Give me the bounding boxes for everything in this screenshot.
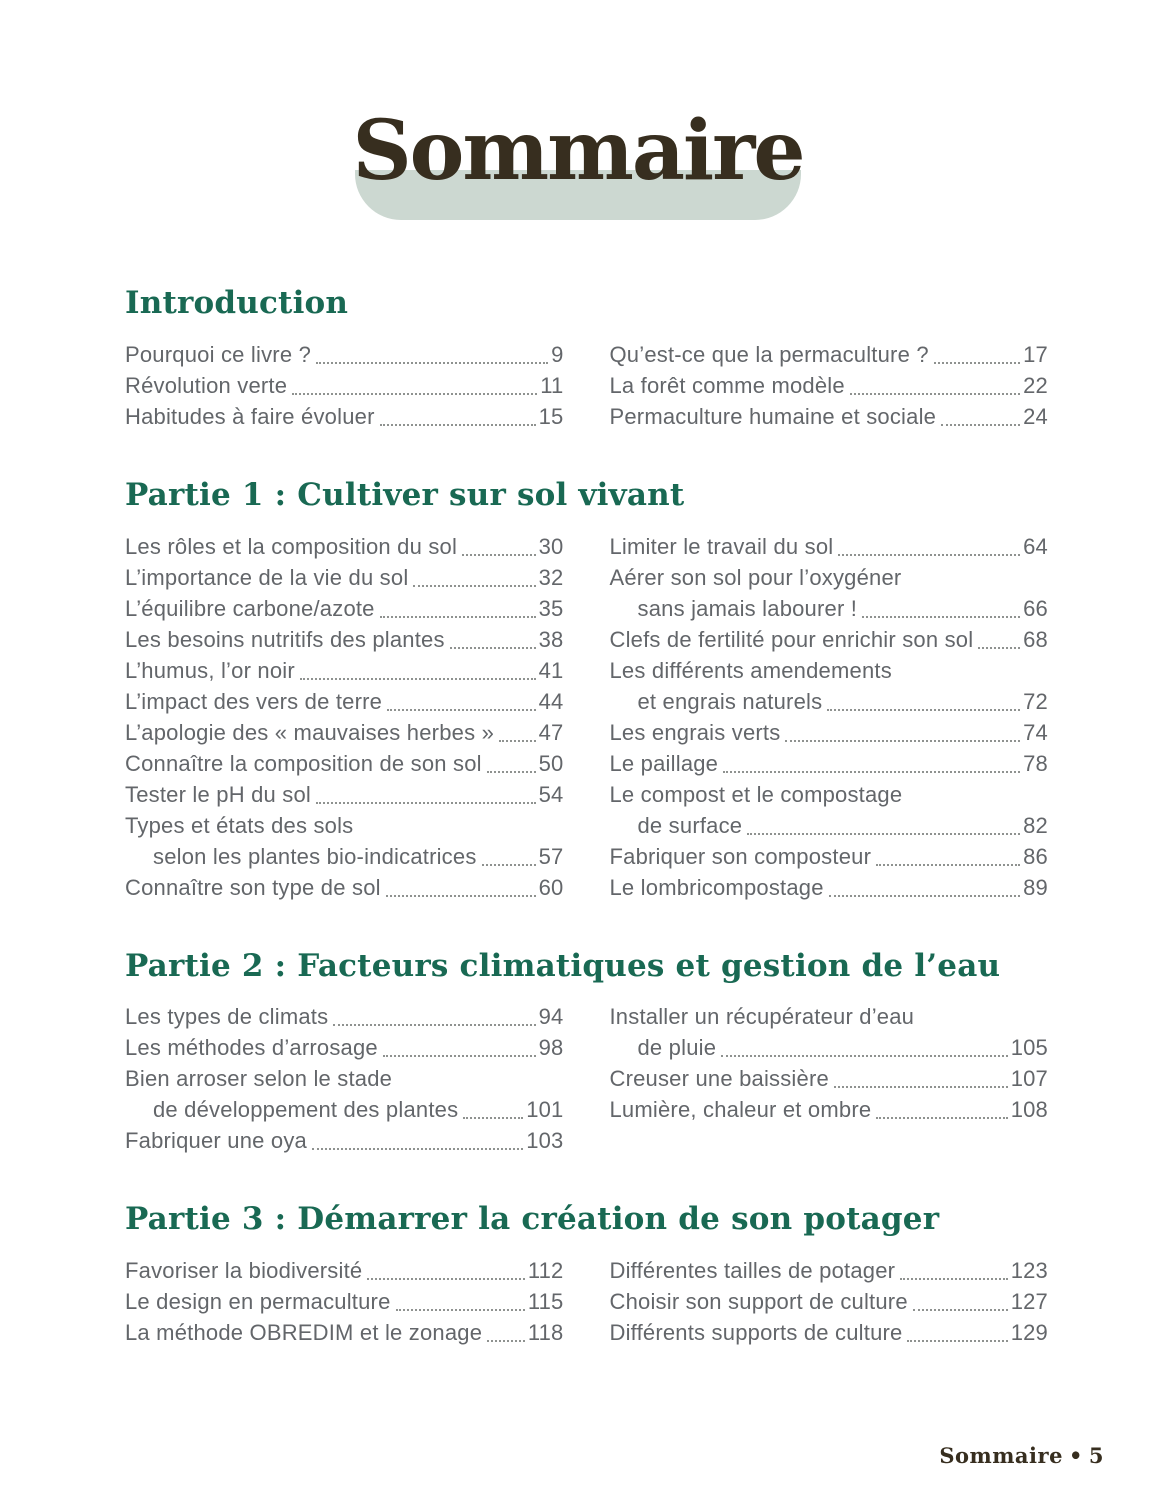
entry-label: Habitudes à faire évoluer xyxy=(125,403,375,429)
toc-entry xyxy=(125,655,564,686)
toc-entry xyxy=(610,1063,1049,1094)
toc-column-left xyxy=(125,1001,564,1156)
entry-label: Permaculture humaine et sociale xyxy=(609,403,937,429)
toc-column-right xyxy=(610,339,1049,432)
page-number: 64 xyxy=(1023,533,1048,559)
toc-entry xyxy=(610,593,1049,624)
footer xyxy=(939,1443,1104,1468)
entry-label: Différentes tailles de potager xyxy=(609,1258,896,1283)
toc-entry xyxy=(610,531,1049,562)
dot-leader xyxy=(487,771,536,773)
dot-leader xyxy=(834,1086,1008,1088)
page-number: 94 xyxy=(538,1004,564,1030)
toc-entry xyxy=(125,1125,564,1156)
dot-leader xyxy=(934,362,1020,364)
entry-label: La forêt comme modèle xyxy=(609,372,845,398)
dot-leader xyxy=(862,616,1020,618)
toc-entry xyxy=(125,1001,564,1032)
entry-label: Fabriquer son composteur xyxy=(609,843,872,869)
toc-entry xyxy=(125,1286,564,1317)
dot-leader xyxy=(292,393,537,395)
footer-label: Sommaire xyxy=(939,1443,1063,1468)
toc-entry xyxy=(125,1317,564,1348)
entry-label: L’apologie des « mauvaises herbes » xyxy=(125,719,495,745)
dot-leader xyxy=(367,1278,525,1280)
entry-label: Lumière, chaleur et ombre xyxy=(609,1097,872,1123)
page-number: 98 xyxy=(538,1035,564,1061)
section-columns xyxy=(125,531,1048,903)
dot-leader xyxy=(900,1278,1008,1280)
toc-entry xyxy=(125,872,564,903)
entry-label: Le lombricompostage xyxy=(609,874,824,900)
dot-leader xyxy=(838,554,1020,556)
entry-label: Différents supports de culture xyxy=(609,1320,903,1345)
page-number: 11 xyxy=(540,372,564,398)
toc-entry xyxy=(125,779,564,810)
toc-column-right xyxy=(610,1001,1049,1125)
entry-label: Limiter le travail du sol xyxy=(609,533,834,559)
entry-label: Les méthodes d’arrosage xyxy=(125,1035,378,1061)
toc-entry xyxy=(610,1094,1049,1125)
entry-label: selon les plantes bio-indicatrices xyxy=(153,843,477,869)
dot-leader xyxy=(876,864,1020,866)
entry-label: Creuser une baissière xyxy=(609,1066,829,1092)
entry-label: Pourquoi ce livre ? xyxy=(125,341,312,367)
toc-column-right xyxy=(610,531,1049,903)
dot-leader xyxy=(723,771,1020,773)
entry-label: Installer un récupérateur d’eau xyxy=(609,1004,915,1030)
dot-leader xyxy=(396,1309,525,1311)
toc-column-right xyxy=(610,1255,1049,1348)
page-number: 57 xyxy=(538,843,564,869)
footer-separator: • xyxy=(1068,1443,1083,1468)
page-number: 32 xyxy=(538,564,564,590)
entry-label: Le design en permaculture xyxy=(125,1289,391,1314)
entry-label: Le compost et le compostage xyxy=(609,781,903,807)
page-number: 68 xyxy=(1023,626,1048,652)
entry-label: La méthode OBREDIM et le zonage xyxy=(125,1320,483,1345)
toc-entry xyxy=(125,810,564,841)
section-columns xyxy=(125,339,1048,432)
entry-label: L’importance de la vie du sol xyxy=(125,564,409,590)
page-number: 54 xyxy=(538,781,564,807)
section-title: Partie 1 : Cultiver sur sol vivant xyxy=(125,476,685,513)
page-number: 15 xyxy=(538,403,564,429)
dot-leader xyxy=(829,895,1020,897)
toc-entry xyxy=(610,655,1049,686)
toc-entry xyxy=(610,401,1049,432)
toc-entry xyxy=(125,401,564,432)
page-number: 115 xyxy=(527,1289,564,1314)
page-number: 41 xyxy=(538,657,564,683)
entry-label: L’impact des vers de terre xyxy=(125,688,383,714)
dot-leader xyxy=(721,1055,1008,1057)
dot-leader xyxy=(978,647,1020,649)
dot-leader xyxy=(383,1055,536,1057)
entry-label: Connaître la composition de son sol xyxy=(125,750,482,776)
toc-entry xyxy=(125,593,564,624)
entry-label: Le paillage xyxy=(609,750,719,776)
page-number: 72 xyxy=(1023,688,1048,714)
footer-page-number: 5 xyxy=(1088,1443,1104,1468)
page-number: 82 xyxy=(1023,812,1048,838)
toc-entry xyxy=(125,686,564,717)
entry-label: Types et états des sols xyxy=(125,812,354,838)
page-number: 107 xyxy=(1010,1066,1048,1092)
entry-label: de développement des plantes xyxy=(153,1097,459,1123)
page-number: 89 xyxy=(1023,874,1048,900)
toc-entry xyxy=(610,1317,1049,1348)
toc-column-left xyxy=(125,339,564,432)
dot-leader xyxy=(462,554,536,556)
dot-leader xyxy=(482,864,536,866)
toc-entry xyxy=(125,1063,564,1094)
entry-label: Révolution verte xyxy=(125,372,288,398)
toc-entry xyxy=(610,748,1049,779)
page-number: 60 xyxy=(538,874,564,900)
page-number: 44 xyxy=(538,688,564,714)
toc-section xyxy=(125,284,1048,432)
toc-entry xyxy=(125,370,564,401)
dot-leader xyxy=(487,1340,525,1342)
dot-leader xyxy=(450,647,536,649)
toc-section xyxy=(125,1200,1048,1348)
toc-entry xyxy=(610,339,1049,370)
page-title-block xyxy=(348,103,808,216)
toc-column-left xyxy=(125,1255,564,1348)
page-number: 47 xyxy=(538,719,564,745)
toc-entry xyxy=(610,1001,1049,1032)
entry-label: Choisir son support de culture xyxy=(609,1289,908,1314)
page-number: 74 xyxy=(1023,719,1048,745)
page-number: 103 xyxy=(526,1128,564,1154)
toc-entry xyxy=(125,339,564,370)
dot-leader xyxy=(387,709,536,711)
toc-entry xyxy=(610,717,1049,748)
dot-leader xyxy=(747,833,1020,835)
page-number: 38 xyxy=(538,626,564,652)
toc-entry xyxy=(125,1255,564,1286)
toc-section xyxy=(125,476,1048,903)
entry-label: Les engrais verts xyxy=(609,719,781,745)
entry-label: sans jamais labourer ! xyxy=(637,595,858,621)
dot-leader xyxy=(827,709,1020,711)
toc-entry xyxy=(125,717,564,748)
dot-leader xyxy=(312,1148,523,1150)
dot-leader xyxy=(413,585,535,587)
toc-entry xyxy=(125,1094,564,1125)
entry-label: Bien arroser selon le stade xyxy=(125,1066,393,1092)
toc-entry xyxy=(125,841,564,872)
dot-leader xyxy=(876,1117,1007,1119)
dot-leader xyxy=(913,1309,1008,1311)
entry-label: Les différents amendements xyxy=(609,657,892,683)
section-columns xyxy=(125,1001,1048,1156)
entry-label: L’équilibre carbone/azote xyxy=(125,595,375,621)
entry-label: Connaître son type de sol xyxy=(125,874,381,900)
dot-leader xyxy=(850,393,1020,395)
page-number: 17 xyxy=(1023,341,1048,367)
toc-entry xyxy=(125,562,564,593)
toc-entry xyxy=(610,810,1049,841)
entry-label: Fabriquer une oya xyxy=(125,1128,307,1154)
page-number: 127 xyxy=(1010,1289,1048,1314)
page-number: 9 xyxy=(551,341,564,367)
toc-entry xyxy=(610,562,1049,593)
entry-label: de pluie xyxy=(637,1035,717,1061)
entry-label: Les besoins nutritifs des plantes xyxy=(125,626,445,652)
page-number: 108 xyxy=(1010,1097,1048,1123)
toc-entry xyxy=(610,1032,1049,1063)
dot-leader xyxy=(785,740,1020,742)
dot-leader xyxy=(941,424,1020,426)
toc-entry xyxy=(610,686,1049,717)
entry-label: Favoriser la biodiversité xyxy=(125,1258,363,1283)
dot-leader xyxy=(499,740,536,742)
section-title: Partie 2 : Facteurs climatiques et gestion de l’eau xyxy=(125,947,1001,984)
page-number: 78 xyxy=(1023,750,1048,776)
dot-leader xyxy=(316,362,548,364)
toc-entry xyxy=(125,531,564,562)
toc-entry xyxy=(125,748,564,779)
page-number: 129 xyxy=(1010,1320,1048,1345)
page-number: 50 xyxy=(538,750,564,776)
toc-sections xyxy=(0,216,1156,1348)
page-number: 24 xyxy=(1023,403,1048,429)
toc-entry xyxy=(610,779,1049,810)
entry-label: Les rôles et la composition du sol xyxy=(125,533,458,559)
entry-label: Tester le pH du sol xyxy=(125,781,311,807)
toc-entry xyxy=(610,872,1049,903)
dot-leader xyxy=(316,802,536,804)
section-columns xyxy=(125,1255,1048,1348)
page-number: 118 xyxy=(527,1320,564,1345)
entry-label: Clefs de fertilité pour enrichir son sol xyxy=(609,626,974,652)
page-number: 112 xyxy=(527,1258,564,1283)
toc-entry xyxy=(610,841,1049,872)
entry-label: Aérer son sol pour l’oxygéner xyxy=(609,564,902,590)
page-number: 86 xyxy=(1023,843,1048,869)
entry-label: L’humus, l’or noir xyxy=(125,657,295,683)
dot-leader xyxy=(380,424,536,426)
page-number: 123 xyxy=(1010,1258,1048,1283)
section-title: Partie 3 : Démarrer la création de son potager xyxy=(125,1201,940,1238)
entry-label: de surface xyxy=(637,812,743,838)
dot-leader xyxy=(300,678,536,680)
entry-label: Les types de climats xyxy=(125,1004,329,1030)
dot-leader xyxy=(907,1340,1007,1342)
dot-leader xyxy=(463,1117,523,1119)
entry-label: Qu’est-ce que la permaculture ? xyxy=(609,341,929,367)
page-number: 105 xyxy=(1010,1035,1048,1061)
page-number: 66 xyxy=(1023,595,1048,621)
page-number: 35 xyxy=(538,595,564,621)
toc-entry xyxy=(125,1032,564,1063)
entry-label: et engrais naturels xyxy=(637,688,823,714)
toc-entry xyxy=(610,370,1049,401)
toc-entry xyxy=(610,624,1049,655)
dot-leader xyxy=(333,1024,535,1026)
dot-leader xyxy=(380,616,536,618)
toc-entry xyxy=(125,624,564,655)
page-number: 22 xyxy=(1023,372,1048,398)
toc-entry xyxy=(610,1255,1049,1286)
page-number: 30 xyxy=(538,533,564,559)
section-title: Introduction xyxy=(125,285,349,321)
dot-leader xyxy=(386,895,536,897)
page-title: Sommaire xyxy=(352,103,804,199)
toc-column-left xyxy=(125,531,564,903)
toc-section xyxy=(125,947,1048,1157)
toc-entry xyxy=(610,1286,1049,1317)
page-number: 101 xyxy=(526,1097,564,1123)
